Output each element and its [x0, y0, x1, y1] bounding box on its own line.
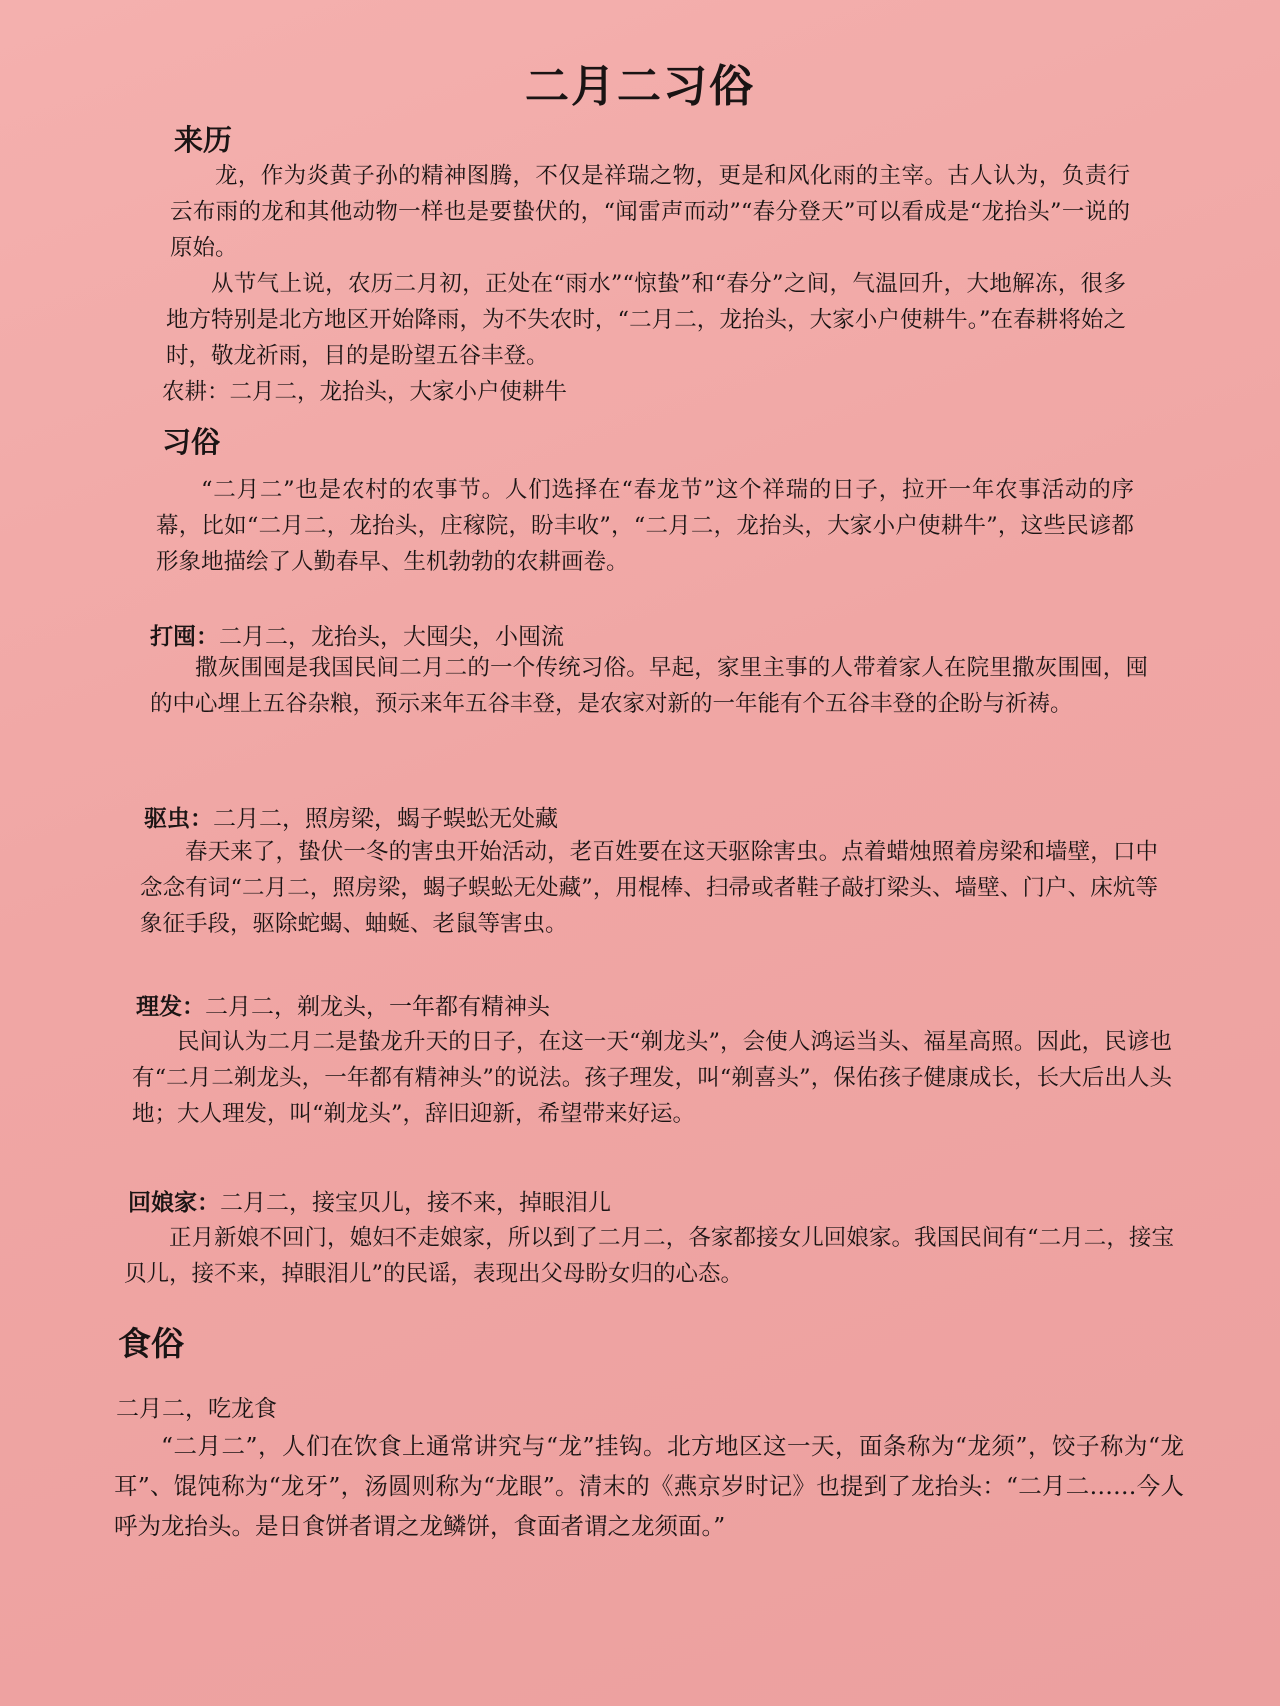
custom-heading-huiniangjia: [128, 1184, 611, 1217]
origin-paragraph-1: 龙，作为炎黄子孙的精神图腾，不仅是祥瑞之物，更是和风化雨的主宰。古人认为，负责行云布雨的龙和其他动物一样也是要蛰伏的，“闻雷声而动”“春分登天”可以看成是“龙抬头”一说的原始。: [170, 163, 1130, 261]
page-title: 二月二习俗: [525, 61, 755, 112]
custom-heading-dadun: [150, 618, 564, 651]
origin-paragraph-2: 从节气上说，农历二月初，正处在“雨水”“惊蛰”和“春分”之间，气温回升，大地解冻，很多地方特别是北方地区开始降雨，为不失农时，“二月二，龙抬头，大家小户使耕牛。”在春耕将始之时，敬龙祈雨，目的是盼望五谷丰登。: [166, 271, 1126, 369]
origin-farming-line: 农耕：二月二，龙抬头，大家小户使耕牛: [162, 379, 568, 405]
food-paragraph: “二月二”，人们在饮食上通常讲究与“龙”挂钩。北方地区这一天，面条称为“龙须”，饺子称为“龙耳”、馄饨称为“龙牙”，汤圆则称为“龙眼”。清末的《燕京岁时记》也提到了龙抬头：“二月二……今人呼为龙抬头。是日食饼者谓之龙鳞饼，食面者谓之龙须面。”: [114, 1432, 1184, 1540]
custom-text-dadun: 撒灰围囤是我国民间二月二的一个传统习俗。早起，家里主事的人带着家人在院里撒灰围囤，囤的中心埋上五谷杂粮，预示来年五谷丰登，是农家对新的一年能有个五谷丰登的企盼与祈祷。: [150, 655, 1148, 717]
custom-heading-lifa: [136, 988, 550, 1021]
custom-text-huiniangjia: 正月新娘不回门，媳妇不走娘家，所以到了二月二，各家都接女儿回娘家。我国民间有“二月二，接宝贝儿，接不来，掉眼泪儿”的民谣，表现出父母盼女归的心态。: [124, 1225, 1174, 1287]
custom-text-quchong: 春天来了，蛰伏一冬的害虫开始活动，老百姓要在这天驱除害虫。点着蜡烛照着房梁和墙壁，口中念念有词“二月二，照房梁，蝎子蜈蚣无处藏”，用棍棒、扫帚或者鞋子敲打梁头、墙壁、门户、床炕等象征手段，驱除蛇蝎、蚰蜒、老鼠等害虫。: [140, 839, 1158, 937]
customs-intro-paragraph: “二月二”也是农村的农事节。人们选择在“春龙节”这个祥瑞的日子，拉开一年农事活动的序幕，比如“二月二，龙抬头，庄稼院，盼丰收”，“二月二，龙抬头，大家小户使耕牛”，这些民谚都形象地描绘了人勤春早、生机勃勃的农耕画卷。: [156, 477, 1134, 575]
custom-saying: 二月二，接宝贝儿，接不来，掉眼泪儿: [220, 1190, 611, 1216]
custom-saying: 二月二，照房梁，蝎子蜈蚣无处藏: [213, 806, 558, 832]
section-heading-origin: 来历: [174, 123, 233, 157]
custom-label: 回娘家：: [128, 1190, 220, 1216]
food-subheading: 二月二，吃龙食: [116, 1396, 277, 1422]
custom-label: 打囤：: [150, 624, 219, 650]
custom-label: 理发：: [136, 994, 205, 1020]
custom-label: 驱虫：: [144, 806, 213, 832]
section-heading-food: 食俗: [118, 1324, 184, 1363]
custom-saying: 二月二，龙抬头，大囤尖，小囤流: [219, 624, 564, 650]
section-heading-customs: 习俗: [162, 425, 221, 459]
custom-text-lifa: 民间认为二月二是蛰龙升天的日子，在这一天“剃龙头”，会使人鸿运当头、福星高照。因此，民谚也有“二月二剃龙头，一年都有精神头”的说法。孩子理发，叫“剃喜头”，保佑孩子健康成长，长大后出人头地；大人理发，叫“剃龙头”，辞旧迎新，希望带来好运。: [132, 1029, 1172, 1127]
custom-saying: 二月二，剃龙头，一年都有精神头: [205, 994, 550, 1020]
custom-heading-quchong: [144, 800, 558, 833]
